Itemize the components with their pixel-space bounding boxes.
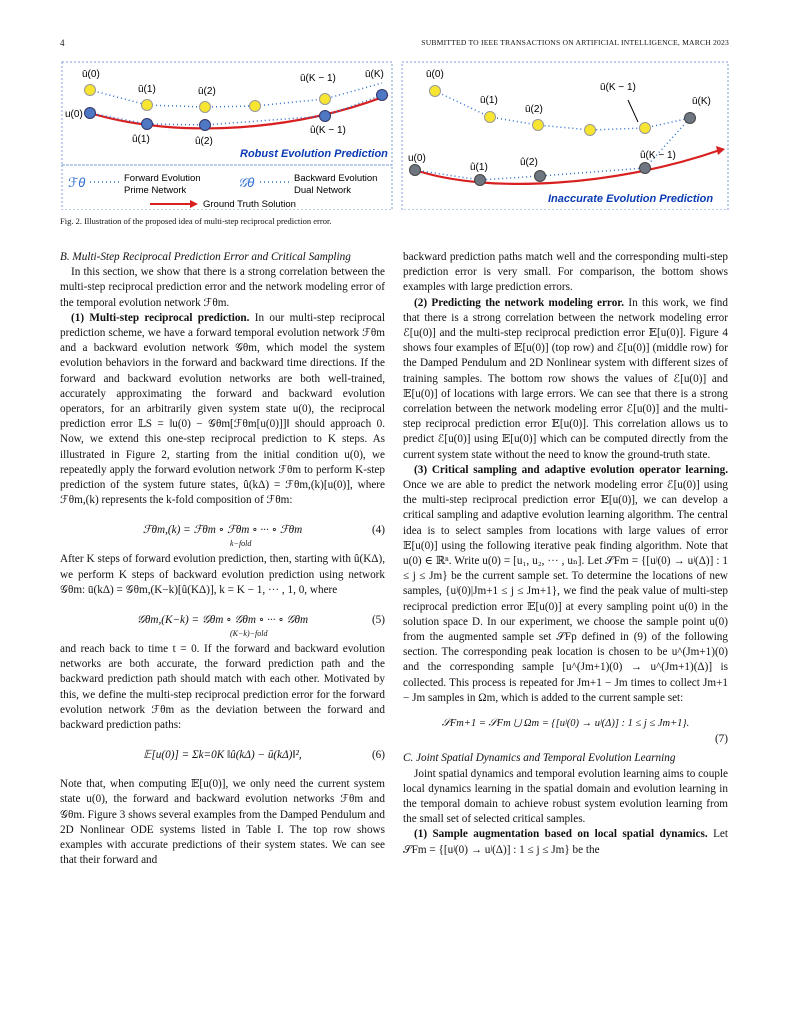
left-forward-node bbox=[320, 111, 331, 122]
left-bottom-label: u(0) bbox=[65, 109, 83, 120]
equation-4 bbox=[60, 512, 385, 548]
legend-backward-symbol: 𝒢θ bbox=[238, 175, 255, 190]
left-top-label: ū(K − 1) bbox=[300, 73, 336, 84]
right-top-label: ū(K − 1) bbox=[600, 82, 636, 93]
equation-7 bbox=[403, 710, 728, 738]
equation-4-number: (4) bbox=[371, 524, 385, 537]
section-heading-b: B. Multi-Step Reciprocal Prediction Error and Critical Sampling bbox=[60, 251, 351, 263]
left-column bbox=[60, 250, 385, 869]
page-number: 4 bbox=[60, 38, 65, 48]
equation-5-body: 𝒢θm,(K−k) = 𝒢θm ∘ 𝒢θm ∘ ··· ∘ 𝒢θm bbox=[136, 614, 309, 627]
legend-backward-label-1: Backward Evolution bbox=[294, 173, 378, 184]
left-top-label: ū(0) bbox=[82, 69, 100, 80]
left-panel-title: Robust Evolution Prediction bbox=[240, 148, 388, 160]
right-backward-node bbox=[585, 125, 596, 136]
paragraph-text: In this work, we find that there is a strong correlation between the network modeling error ℰ[u(0)] and the multi-step reciprocal prediction error 𝔼[u(0)]. Figure 4 shows four examples of 𝔼[u(0)] (top row) and ℰ[u(0)] (middle row) for the Damped Pendulum and 2D Nonlinear system with different sizes of training samples. The bottom row shows the values of ℰ[u(0)] and 𝔼[u(0)] of locations with large errors. We can see that there is a strong correlation between the network modeling error ℰ[u(0)] and the multi-step reciprocal prediction error 𝔼[u(0)]. This correlation allows us to predict ℰ[u(0)] using 𝔼[u(0)] which can be computed directly from the current system state without the need to know the ground-truth state. bbox=[403, 296, 728, 461]
right-grey-node bbox=[685, 113, 696, 124]
equation-4-body: ℱθm,(k) = ℱθm ∘ ℱθm ∘ ··· ∘ ℱθm bbox=[142, 524, 303, 537]
right-backward-node bbox=[485, 112, 496, 123]
left-backward-node bbox=[200, 102, 211, 113]
right-panel-frame bbox=[402, 62, 728, 210]
equation-6 bbox=[60, 737, 385, 773]
left-ground-truth-curve bbox=[90, 95, 388, 128]
bold-lead: (1) Sample augmentation based on local spatial dynamics. bbox=[414, 828, 708, 841]
right-bottom-label: u(0) bbox=[408, 153, 426, 164]
figure-2 bbox=[60, 60, 730, 210]
right-grey-node bbox=[475, 175, 486, 186]
right-grey-node bbox=[535, 171, 546, 182]
left-backward-path bbox=[90, 83, 382, 107]
paragraph-text: In our multi-step reciprocal prediction scheme, we have a forward temporal evolution network ℱθm and a backward evolution network 𝒢θm, which model the system evolution behaviors in the forward and backward time directions. If the forward and backward evolution networks are both well-trained, accurately approximating the forward and backward evolution operators, for an arbitrarily given system state u(0), the reciprocal prediction error 𝕃S = ‖u(0) − 𝒢θm[ℱθm[u(0)]]‖ should approach 0. Now, we extend this one-step reciprocal prediction to K steps. As illustrated in Figure 2, starting from the initial condition u(0), we repeatedly apply the forward evolution network ℱθm to perform K-step prediction of the system future states, û(kΔ) = ℱθm,(k)[u(0)], where ℱθm,(k) represents the k-fold composition of ℱθm: bbox=[60, 311, 385, 507]
paragraph: and reach back to time t = 0. If the forward and backward evolution networks are both accurate, the forward prediction path and the backward prediction path should match with each other. Motivated by this, we define the multi-step reciprocal prediction error for the forward evolution network ℱθm as the deviation between the forward and backward prediction paths: bbox=[60, 643, 385, 732]
paragraph bbox=[403, 463, 728, 706]
right-backward-node bbox=[533, 120, 544, 131]
right-top-label: ū(2) bbox=[525, 104, 543, 115]
right-bottom-label: û(2) bbox=[520, 157, 538, 168]
right-pointer-arrow bbox=[628, 100, 638, 122]
right-panel-title: Inaccurate Evolution Prediction bbox=[548, 193, 714, 205]
equation-5-underbrace: (K−k)−fold bbox=[230, 629, 268, 639]
equation-6-number: (6) bbox=[371, 749, 385, 762]
right-backward-path bbox=[435, 91, 690, 130]
left-top-label: ū(1) bbox=[138, 84, 156, 95]
bold-lead: (3) Critical sampling and adaptive evolution operator learning. bbox=[414, 463, 728, 476]
right-top-label: ū(1) bbox=[480, 95, 498, 106]
equation-5 bbox=[60, 602, 385, 638]
legend-backward-label-2: Dual Network bbox=[294, 185, 352, 196]
legend-ground-truth-label: Ground Truth Solution bbox=[203, 199, 296, 210]
figure-caption: Fig. 2. Illustration of the proposed idea of multi-step reciprocal prediction error. bbox=[60, 216, 332, 226]
section-heading-c: C. Joint Spatial Dynamics and Temporal Evolution Learning bbox=[403, 752, 676, 765]
paragraph: Joint spatial dynamics and temporal evolution learning aims to couple local dynamics learning in the spatial domain and evolution learning in the temporal domain to achieve robust system evolution learning from the small set of selected critical samples. bbox=[403, 767, 728, 826]
paragraph bbox=[60, 311, 385, 509]
left-backward-node bbox=[320, 94, 331, 105]
left-forward-node bbox=[85, 108, 96, 119]
paragraph: In this section, we show that there is a strong correlation between the multi-step reciprocal prediction error and the network modeling error of the temporal evolution network ℱθm. bbox=[60, 266, 385, 309]
running-title: SUBMITTED TO IEEE TRANSACTIONS ON ARTIFICIAL INTELLIGENCE, MARCH 2023 bbox=[421, 38, 729, 47]
paragraph-text: Once we are able to predict the network modeling error ℰ[u(0)] using the multi-step reciprocal prediction error 𝔼[u(0)], we can develop a critical sampling and adaptive evolution learning algorithm. The central idea is to select samples from locations with large values of error 𝔼[u(0)] using the following iterative peak finding algorithm. Note that u(0) ∈ ℝⁿ. Write u(0) = [u₁, u₂, ··· , uₙ]. Let 𝒮Fm = {[uʲ(0) → uʲ(Δ)] : 1 ≤ j ≤ Jm} be the current sample set. To determine the locations of new samples, {uʲ(0)|Jm+1 ≤ j ≤ Jm+1}, we find the peak value of multi-step reciprocal prediction error 𝔼[u(0)] at every sampling point u(0) in the solution space D. In our experiment, we choose the sample point u(0) from the augmented sample set 𝒮Fp defined in (9) of the following section. The corresponding peak location is chosen to be u^(Jm+1)(0) and the corresponding sample [u^(Jm+1)(0) → u^(Jm+1)(Δ)] is collected. This process is repeated for Jm+1 − Jm times to collect Jm+1 − Jm samples in Ωm, which is added to the current sample set: bbox=[403, 479, 728, 704]
legend-forward-symbol: ℱθ bbox=[68, 175, 86, 190]
equation-7-number: (7) bbox=[714, 733, 728, 746]
left-top-label: ū(K) bbox=[365, 69, 384, 80]
left-forward-path bbox=[90, 95, 382, 125]
left-bottom-label: û(K − 1) bbox=[310, 125, 346, 136]
right-top-label: ū(K) bbox=[692, 96, 711, 107]
bold-lead: (2) Predicting the network modeling error. bbox=[414, 296, 625, 309]
paragraph: backward prediction paths match well and the corresponding multi-step prediction error is very small. For comparison, the bottom shows examples with large prediction errors. bbox=[403, 251, 728, 294]
legend-ground-truth-arrow bbox=[190, 200, 198, 208]
right-backward-node bbox=[430, 86, 441, 97]
left-top-label: ū(2) bbox=[198, 86, 216, 97]
equation-7-body: 𝒮Fm+1 = 𝒮Fm ⋃ Ωm = {[uʲ(0) → uʲ(Δ)] : 1 ≤ j ≤ Jm+1}. bbox=[441, 718, 690, 730]
paragraph bbox=[403, 827, 728, 857]
left-bottom-label: û(2) bbox=[195, 136, 213, 147]
right-grey-node bbox=[640, 163, 651, 174]
paragraph-text: Let 𝒮Fm = {[uʲ(0) → uʲ(Δ)] : 1 ≤ j ≤ Jm} be the bbox=[403, 828, 728, 856]
bold-lead: (1) Multi-step reciprocal prediction. bbox=[71, 311, 250, 324]
right-column bbox=[403, 250, 728, 858]
right-backward-node bbox=[640, 123, 651, 134]
left-backward-node bbox=[85, 85, 96, 96]
left-backward-node bbox=[142, 100, 153, 111]
right-top-label: ū(0) bbox=[426, 69, 444, 80]
legend-forward-label-2: Prime Network bbox=[124, 185, 187, 196]
right-grey-node bbox=[410, 165, 421, 176]
left-backward-node bbox=[250, 101, 261, 112]
equation-6-body: 𝔼[u(0)] = Σk=0K ‖û(kΔ) − ū(kΔ)‖², bbox=[143, 749, 302, 762]
right-bottom-label: û(1) bbox=[470, 162, 488, 173]
right-bottom-label: û(K − 1) bbox=[640, 150, 676, 161]
legend-forward-label-1: Forward Evolution bbox=[124, 173, 201, 184]
paragraph: After K steps of forward evolution prediction, then, starting with û(KΔ), we perform K steps of backward evolution prediction using network 𝒢θm: ū(kΔ) = 𝒢θm,(K−k)[û(KΔ)], k = K − 1, ··· , 1, 0, where bbox=[60, 553, 385, 596]
left-forward-node bbox=[377, 90, 388, 101]
left-forward-node bbox=[200, 120, 211, 131]
paragraph bbox=[403, 296, 728, 463]
right-ground-truth-arrow bbox=[716, 146, 725, 155]
left-bottom-label: û(1) bbox=[132, 134, 150, 145]
equation-4-underbrace: k−fold bbox=[230, 539, 252, 549]
left-forward-node bbox=[142, 119, 153, 130]
paragraph: Note that, when computing 𝔼[u(0)], we only need the current system state u(0), the forward and backward evolution networks ℱθm and 𝒢θm. Figure 3 shows several examples from the Damped Pendulum and 2D Nonlinear ODE systems listed in Table I. The top row shows examples with accurate predictions of their system states. We can see that their forward and bbox=[60, 778, 385, 867]
equation-5-number: (5) bbox=[371, 614, 385, 627]
